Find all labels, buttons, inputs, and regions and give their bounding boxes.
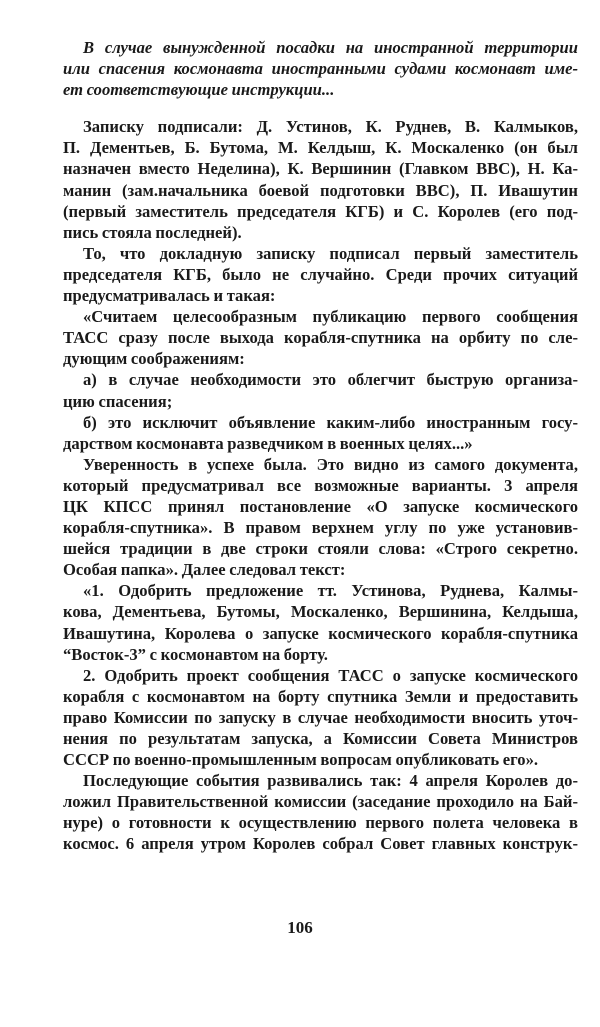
text-line: пись стояла последней). xyxy=(63,222,242,242)
text-line: Уверенность в успехе была. Это видно из самого документа, xyxy=(83,454,578,474)
text-line: кова, Дементьева, Бутомы, Москаленко, Вершинина, Келдыша, xyxy=(63,602,578,622)
page-number: 106 xyxy=(287,918,313,937)
text-line: То, что докладную записку подписал первый заместитель xyxy=(83,243,578,263)
text-line: манин (зам.начальника боевой подготовки ВВС), П. Ивашутин xyxy=(63,180,578,200)
text-line: цию спасения; xyxy=(63,391,173,411)
italic-quote-line: В случае вынужденной посадки на иностранной территории xyxy=(83,38,578,57)
book-page-text xyxy=(63,37,578,855)
text-line: космос. 6 апреля утром Королев собрал Совет главных конструк- xyxy=(63,834,578,854)
text-line: ложил Правительственной комиссии (заседание проходило на Бай- xyxy=(63,792,578,812)
text-line: корабля-спутника». В правом верхнем углу по уже установив- xyxy=(63,518,578,538)
text-line: СССР по военно-промышленным вопросам опубликовать его». xyxy=(63,750,539,770)
text-line: «Считаем целесообразным публикацию первого сообщения xyxy=(83,307,578,327)
text-line: 2. Одобрить проект сообщения ТАСС о запуске космического xyxy=(83,665,578,685)
text-line: а) в случае необходимости это облегчит быструю организа- xyxy=(83,370,578,390)
italic-quote-line: или спасения космонавта иностранными судами космонавт име- xyxy=(63,59,578,79)
text-line: предусматривалась и такая: xyxy=(63,286,276,306)
italic-quote-line: ет соответствующие инструкции... xyxy=(63,80,335,100)
text-line: Записку подписали: Д. Устинов, К. Руднев, В. Калмыков, xyxy=(83,117,578,137)
text-line: который предусматривал все возможные варианты. 3 апреля xyxy=(63,475,578,495)
text-line: (первый заместитель председателя КГБ) и С. Королев (его под- xyxy=(63,201,578,221)
text-line: право Комиссии по запуску в случае необходимости вносить уточ- xyxy=(63,707,578,727)
text-line: Ивашутина, Королева о запуске космического корабля-спутника xyxy=(63,623,578,643)
text-line: председателя КГБ, было не случайно. Среди прочих ситуаций xyxy=(63,264,578,284)
text-line: нения по результатам запуска, а Комиссии Совета Министров xyxy=(63,729,578,748)
text-line: шейся традиции в две строки стояли слова: «Строго секретно. xyxy=(63,539,578,559)
text-line: назначен вместо Неделина), К. Вершинин (Главком ВВС), Н. Ка- xyxy=(63,159,578,179)
text-line: «1. Одобрить предложение тт. Устинова, Руднева, Калмы- xyxy=(83,581,578,601)
text-line: дарством космонавта разведчиком в военных целях...» xyxy=(63,433,473,453)
text-line: нуре) о готовности к осуществлению первого полета человека в xyxy=(63,813,578,833)
text-line: ЦК КПСС принял постановление «О запуске космического xyxy=(63,496,578,516)
text-line: ТАСС сразу после выхода корабля-спутника на орбиту по сле- xyxy=(63,328,578,348)
text-line: б) это исключит объявление каким-либо иностранным госу- xyxy=(83,412,578,432)
paragraph-gap xyxy=(63,100,578,116)
text-line: Последующие события развивались так: 4 апреля Королев до- xyxy=(83,771,578,791)
text-line: корабля с космонавтом на борту спутника Земли и предоставить xyxy=(63,686,578,706)
text-line: Особая папка». Далее следовал текст: xyxy=(63,560,346,580)
text-line: “Восток-3” с космонавтом на борту. xyxy=(63,644,328,664)
text-line: дующим соображениям: xyxy=(63,349,245,369)
text-line: П. Дементьев, Б. Бутома, М. Келдыш, К. Москаленко (он был xyxy=(63,138,578,158)
